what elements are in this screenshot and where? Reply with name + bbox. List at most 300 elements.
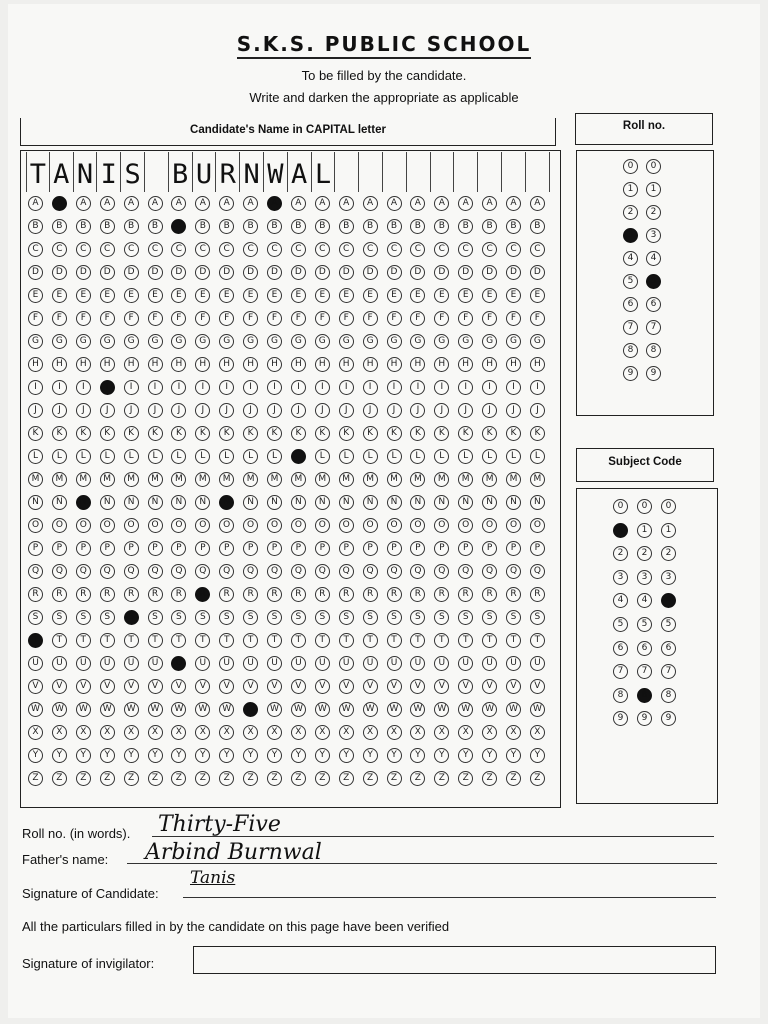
name-bubble-u[interactable]: U <box>387 656 402 671</box>
name-bubble-e[interactable]: E <box>530 288 545 303</box>
name-bubble-k[interactable]: K <box>171 426 186 441</box>
name-bubble-j[interactable]: J <box>434 403 449 418</box>
name-bubble-n[interactable]: N <box>28 495 43 510</box>
name-bubble-e[interactable]: E <box>315 288 330 303</box>
subject-bubble-3[interactable]: 3 <box>613 570 628 585</box>
name-bubble-u[interactable]: U <box>434 656 449 671</box>
name-bubble-y[interactable]: Y <box>458 748 473 763</box>
name-bubble-w[interactable]: W <box>506 702 521 717</box>
name-bubble-j[interactable]: J <box>363 403 378 418</box>
name-bubble-s[interactable]: S <box>148 610 163 625</box>
name-bubble-b[interactable]: B <box>28 219 43 234</box>
name-bubble-j[interactable]: J <box>387 403 402 418</box>
name-bubble-n[interactable]: N <box>387 495 402 510</box>
name-bubble-o[interactable]: O <box>195 518 210 533</box>
name-bubble-j[interactable]: J <box>195 403 210 418</box>
name-bubble-i[interactable]: I <box>267 380 282 395</box>
name-bubble-p[interactable]: P <box>530 541 545 556</box>
name-bubble-s[interactable]: S <box>100 610 115 625</box>
name-bubble-m[interactable]: M <box>76 472 91 487</box>
name-bubble-z[interactable]: Z <box>458 771 473 786</box>
name-bubble-f[interactable]: F <box>506 311 521 326</box>
roll-bubble-8[interactable]: 8 <box>623 343 638 358</box>
name-bubble-x[interactable]: X <box>76 725 91 740</box>
name-bubble-r[interactable]: R <box>291 587 306 602</box>
name-bubble-s[interactable]: S <box>124 610 139 625</box>
name-bubble-f[interactable]: F <box>434 311 449 326</box>
name-bubble-d[interactable]: D <box>148 265 163 280</box>
name-bubble-s[interactable]: S <box>387 610 402 625</box>
name-bubble-k[interactable]: K <box>482 426 497 441</box>
name-bubble-z[interactable]: Z <box>291 771 306 786</box>
subject-bubble-9[interactable]: 9 <box>661 711 676 726</box>
name-bubble-a[interactable]: A <box>458 196 473 211</box>
name-bubble-r[interactable]: R <box>363 587 378 602</box>
name-bubble-k[interactable]: K <box>219 426 234 441</box>
name-bubble-l[interactable]: L <box>434 449 449 464</box>
name-bubble-a[interactable]: A <box>195 196 210 211</box>
name-bubble-s[interactable]: S <box>267 610 282 625</box>
name-bubble-v[interactable]: V <box>52 679 67 694</box>
name-bubble-b[interactable]: B <box>148 219 163 234</box>
name-bubble-d[interactable]: D <box>100 265 115 280</box>
name-bubble-m[interactable]: M <box>291 472 306 487</box>
name-bubble-t[interactable]: T <box>410 633 425 648</box>
subject-bubble-8[interactable]: 8 <box>613 688 628 703</box>
roll-bubble-3[interactable]: 3 <box>623 228 638 243</box>
name-bubble-b[interactable]: B <box>195 219 210 234</box>
name-bubble-d[interactable]: D <box>315 265 330 280</box>
name-bubble-g[interactable]: G <box>387 334 402 349</box>
name-bubble-i[interactable]: I <box>195 380 210 395</box>
name-bubble-u[interactable]: U <box>363 656 378 671</box>
name-bubble-i[interactable]: I <box>76 380 91 395</box>
name-bubble-w[interactable]: W <box>482 702 497 717</box>
name-bubble-o[interactable]: O <box>267 518 282 533</box>
name-bubble-g[interactable]: G <box>195 334 210 349</box>
name-bubble-z[interactable]: Z <box>410 771 425 786</box>
roll-bubble-7[interactable]: 7 <box>646 320 661 335</box>
name-bubble-s[interactable]: S <box>315 610 330 625</box>
name-bubble-p[interactable]: P <box>267 541 282 556</box>
name-bubble-p[interactable]: P <box>339 541 354 556</box>
name-bubble-y[interactable]: Y <box>410 748 425 763</box>
name-bubble-j[interactable]: J <box>148 403 163 418</box>
name-bubble-t[interactable]: T <box>315 633 330 648</box>
name-bubble-h[interactable]: H <box>291 357 306 372</box>
name-bubble-q[interactable]: Q <box>315 564 330 579</box>
name-bubble-i[interactable]: I <box>171 380 186 395</box>
name-bubble-i[interactable]: I <box>52 380 67 395</box>
subject-bubble-7[interactable]: 7 <box>613 664 628 679</box>
name-bubble-a[interactable]: A <box>339 196 354 211</box>
name-bubble-n[interactable]: N <box>76 495 91 510</box>
name-letter-box[interactable]: S <box>121 152 145 192</box>
name-bubble-u[interactable]: U <box>243 656 258 671</box>
name-bubble-e[interactable]: E <box>243 288 258 303</box>
subject-bubble-3[interactable]: 3 <box>661 570 676 585</box>
name-bubble-b[interactable]: B <box>506 219 521 234</box>
subject-bubble-2[interactable]: 2 <box>613 546 628 561</box>
name-bubble-h[interactable]: H <box>76 357 91 372</box>
name-bubble-r[interactable]: R <box>171 587 186 602</box>
subject-bubble-6[interactable]: 6 <box>613 641 628 656</box>
subject-bubble-1[interactable]: 1 <box>613 523 628 538</box>
name-bubble-q[interactable]: Q <box>387 564 402 579</box>
name-bubble-c[interactable]: C <box>76 242 91 257</box>
name-bubble-r[interactable]: R <box>482 587 497 602</box>
name-bubble-c[interactable]: C <box>148 242 163 257</box>
name-bubble-f[interactable]: F <box>100 311 115 326</box>
name-bubble-v[interactable]: V <box>363 679 378 694</box>
name-bubble-j[interactable]: J <box>291 403 306 418</box>
name-bubble-l[interactable]: L <box>363 449 378 464</box>
name-bubble-d[interactable]: D <box>267 265 282 280</box>
name-bubble-b[interactable]: B <box>52 219 67 234</box>
name-bubble-v[interactable]: V <box>410 679 425 694</box>
name-bubble-f[interactable]: F <box>243 311 258 326</box>
name-bubble-y[interactable]: Y <box>267 748 282 763</box>
name-bubble-m[interactable]: M <box>28 472 43 487</box>
name-bubble-b[interactable]: B <box>482 219 497 234</box>
name-bubble-b[interactable]: B <box>219 219 234 234</box>
name-bubble-i[interactable]: I <box>458 380 473 395</box>
name-bubble-u[interactable]: U <box>195 656 210 671</box>
name-bubble-s[interactable]: S <box>243 610 258 625</box>
name-bubble-r[interactable]: R <box>76 587 91 602</box>
name-bubble-r[interactable]: R <box>219 587 234 602</box>
name-bubble-d[interactable]: D <box>124 265 139 280</box>
name-bubble-n[interactable]: N <box>219 495 234 510</box>
name-bubble-l[interactable]: L <box>243 449 258 464</box>
name-bubble-o[interactable]: O <box>387 518 402 533</box>
name-bubble-n[interactable]: N <box>506 495 521 510</box>
name-bubble-u[interactable]: U <box>410 656 425 671</box>
name-bubble-d[interactable]: D <box>76 265 91 280</box>
name-bubble-u[interactable]: U <box>124 656 139 671</box>
name-bubble-a[interactable]: A <box>410 196 425 211</box>
name-bubble-x[interactable]: X <box>530 725 545 740</box>
name-bubble-a[interactable]: A <box>530 196 545 211</box>
name-bubble-m[interactable]: M <box>363 472 378 487</box>
name-bubble-e[interactable]: E <box>28 288 43 303</box>
name-bubble-b[interactable]: B <box>76 219 91 234</box>
name-bubble-t[interactable]: T <box>76 633 91 648</box>
name-bubble-e[interactable]: E <box>434 288 449 303</box>
name-bubble-t[interactable]: T <box>100 633 115 648</box>
subject-bubble-0[interactable]: 0 <box>637 499 652 514</box>
name-bubble-e[interactable]: E <box>291 288 306 303</box>
name-bubble-o[interactable]: O <box>410 518 425 533</box>
roll-bubble-2[interactable]: 2 <box>623 205 638 220</box>
name-bubble-d[interactable]: D <box>243 265 258 280</box>
name-bubble-a[interactable]: A <box>76 196 91 211</box>
name-bubble-x[interactable]: X <box>434 725 449 740</box>
name-bubble-c[interactable]: C <box>458 242 473 257</box>
name-bubble-f[interactable]: F <box>458 311 473 326</box>
name-bubble-j[interactable]: J <box>458 403 473 418</box>
name-bubble-g[interactable]: G <box>530 334 545 349</box>
name-bubble-l[interactable]: L <box>28 449 43 464</box>
name-bubble-v[interactable]: V <box>76 679 91 694</box>
name-bubble-c[interactable]: C <box>339 242 354 257</box>
name-letter-box[interactable] <box>454 152 478 192</box>
name-bubble-a[interactable]: A <box>100 196 115 211</box>
roll-bubble-4[interactable]: 4 <box>646 251 661 266</box>
name-bubble-l[interactable]: L <box>530 449 545 464</box>
name-bubble-n[interactable]: N <box>410 495 425 510</box>
name-bubble-f[interactable]: F <box>339 311 354 326</box>
name-bubble-w[interactable]: W <box>434 702 449 717</box>
name-letter-box[interactable]: A <box>288 152 312 192</box>
name-bubble-h[interactable]: H <box>363 357 378 372</box>
name-bubble-i[interactable]: I <box>482 380 497 395</box>
name-bubble-k[interactable]: K <box>458 426 473 441</box>
name-bubble-y[interactable]: Y <box>243 748 258 763</box>
roll-bubble-1[interactable]: 1 <box>646 182 661 197</box>
roll-bubble-0[interactable]: 0 <box>646 159 661 174</box>
name-bubble-e[interactable]: E <box>339 288 354 303</box>
name-bubble-j[interactable]: J <box>410 403 425 418</box>
name-bubble-d[interactable]: D <box>482 265 497 280</box>
name-bubble-f[interactable]: F <box>124 311 139 326</box>
name-bubble-z[interactable]: Z <box>315 771 330 786</box>
name-bubble-e[interactable]: E <box>219 288 234 303</box>
name-letter-box[interactable] <box>478 152 502 192</box>
name-bubble-o[interactable]: O <box>458 518 473 533</box>
name-bubble-p[interactable]: P <box>315 541 330 556</box>
subject-bubble-9[interactable]: 9 <box>613 711 628 726</box>
name-bubble-g[interactable]: G <box>482 334 497 349</box>
name-bubble-r[interactable]: R <box>52 587 67 602</box>
name-bubble-c[interactable]: C <box>195 242 210 257</box>
name-bubble-v[interactable]: V <box>291 679 306 694</box>
name-bubble-p[interactable]: P <box>434 541 449 556</box>
name-bubble-e[interactable]: E <box>124 288 139 303</box>
name-bubble-q[interactable]: Q <box>195 564 210 579</box>
name-bubble-k[interactable]: K <box>124 426 139 441</box>
name-bubble-r[interactable]: R <box>458 587 473 602</box>
name-bubble-f[interactable]: F <box>482 311 497 326</box>
subject-bubble-7[interactable]: 7 <box>637 664 652 679</box>
name-bubble-h[interactable]: H <box>243 357 258 372</box>
name-bubble-k[interactable]: K <box>530 426 545 441</box>
name-bubble-j[interactable]: J <box>100 403 115 418</box>
name-bubble-l[interactable]: L <box>291 449 306 464</box>
name-bubble-x[interactable]: X <box>291 725 306 740</box>
name-bubble-o[interactable]: O <box>100 518 115 533</box>
name-bubble-o[interactable]: O <box>243 518 258 533</box>
name-bubble-y[interactable]: Y <box>219 748 234 763</box>
name-bubble-k[interactable]: K <box>195 426 210 441</box>
name-bubble-i[interactable]: I <box>506 380 521 395</box>
name-bubble-g[interactable]: G <box>124 334 139 349</box>
name-bubble-u[interactable]: U <box>76 656 91 671</box>
name-bubble-m[interactable]: M <box>195 472 210 487</box>
name-bubble-w[interactable]: W <box>243 702 258 717</box>
name-bubble-j[interactable]: J <box>315 403 330 418</box>
name-bubble-d[interactable]: D <box>410 265 425 280</box>
name-bubble-r[interactable]: R <box>434 587 449 602</box>
name-bubble-n[interactable]: N <box>482 495 497 510</box>
subject-bubble-8[interactable]: 8 <box>637 688 652 703</box>
name-bubble-x[interactable]: X <box>124 725 139 740</box>
name-bubble-y[interactable]: Y <box>76 748 91 763</box>
name-bubble-z[interactable]: Z <box>387 771 402 786</box>
name-bubble-y[interactable]: Y <box>530 748 545 763</box>
name-bubble-y[interactable]: Y <box>171 748 186 763</box>
name-bubble-s[interactable]: S <box>171 610 186 625</box>
name-bubble-l[interactable]: L <box>100 449 115 464</box>
name-bubble-c[interactable]: C <box>363 242 378 257</box>
name-bubble-v[interactable]: V <box>124 679 139 694</box>
subject-bubble-1[interactable]: 1 <box>661 523 676 538</box>
name-bubble-v[interactable]: V <box>339 679 354 694</box>
subject-bubble-0[interactable]: 0 <box>613 499 628 514</box>
name-bubble-w[interactable]: W <box>267 702 282 717</box>
name-bubble-k[interactable]: K <box>339 426 354 441</box>
name-bubble-u[interactable]: U <box>28 656 43 671</box>
name-bubble-k[interactable]: K <box>100 426 115 441</box>
name-bubble-q[interactable]: Q <box>363 564 378 579</box>
name-bubble-a[interactable]: A <box>219 196 234 211</box>
name-bubble-w[interactable]: W <box>458 702 473 717</box>
name-bubble-u[interactable]: U <box>506 656 521 671</box>
name-bubble-n[interactable]: N <box>124 495 139 510</box>
name-bubble-r[interactable]: R <box>339 587 354 602</box>
name-bubble-t[interactable]: T <box>243 633 258 648</box>
name-bubble-z[interactable]: Z <box>148 771 163 786</box>
name-bubble-m[interactable]: M <box>482 472 497 487</box>
name-bubble-m[interactable]: M <box>219 472 234 487</box>
name-bubble-h[interactable]: H <box>100 357 115 372</box>
name-bubble-w[interactable]: W <box>291 702 306 717</box>
name-bubble-l[interactable]: L <box>195 449 210 464</box>
name-bubble-n[interactable]: N <box>458 495 473 510</box>
name-bubble-t[interactable]: T <box>219 633 234 648</box>
name-bubble-m[interactable]: M <box>124 472 139 487</box>
name-bubble-z[interactable]: Z <box>100 771 115 786</box>
name-bubble-w[interactable]: W <box>530 702 545 717</box>
name-bubble-m[interactable]: M <box>410 472 425 487</box>
name-bubble-d[interactable]: D <box>291 265 306 280</box>
subject-bubble-4[interactable]: 4 <box>661 593 676 608</box>
name-bubble-w[interactable]: W <box>124 702 139 717</box>
name-bubble-x[interactable]: X <box>267 725 282 740</box>
name-bubble-p[interactable]: P <box>458 541 473 556</box>
name-bubble-q[interactable]: Q <box>100 564 115 579</box>
name-bubble-b[interactable]: B <box>100 219 115 234</box>
name-bubble-b[interactable]: B <box>458 219 473 234</box>
name-bubble-v[interactable]: V <box>530 679 545 694</box>
name-bubble-u[interactable]: U <box>530 656 545 671</box>
name-bubble-d[interactable]: D <box>434 265 449 280</box>
name-bubble-v[interactable]: V <box>171 679 186 694</box>
name-bubble-c[interactable]: C <box>171 242 186 257</box>
name-bubble-x[interactable]: X <box>243 725 258 740</box>
name-bubble-g[interactable]: G <box>339 334 354 349</box>
name-bubble-h[interactable]: H <box>52 357 67 372</box>
name-bubble-x[interactable]: X <box>52 725 67 740</box>
name-bubble-n[interactable]: N <box>339 495 354 510</box>
name-bubble-z[interactable]: Z <box>339 771 354 786</box>
name-bubble-z[interactable]: Z <box>434 771 449 786</box>
name-bubble-u[interactable]: U <box>291 656 306 671</box>
name-bubble-r[interactable]: R <box>100 587 115 602</box>
name-bubble-c[interactable]: C <box>267 242 282 257</box>
name-bubble-s[interactable]: S <box>52 610 67 625</box>
name-bubble-f[interactable]: F <box>387 311 402 326</box>
name-bubble-x[interactable]: X <box>363 725 378 740</box>
subject-bubble-4[interactable]: 4 <box>613 593 628 608</box>
name-bubble-z[interactable]: Z <box>506 771 521 786</box>
name-bubble-w[interactable]: W <box>387 702 402 717</box>
name-bubble-g[interactable]: G <box>363 334 378 349</box>
subject-bubble-2[interactable]: 2 <box>661 546 676 561</box>
name-bubble-n[interactable]: N <box>291 495 306 510</box>
name-bubble-e[interactable]: E <box>267 288 282 303</box>
name-letter-box[interactable]: T <box>26 152 50 192</box>
name-bubble-k[interactable]: K <box>363 426 378 441</box>
subject-bubble-4[interactable]: 4 <box>637 593 652 608</box>
name-bubble-l[interactable]: L <box>339 449 354 464</box>
name-bubble-d[interactable]: D <box>171 265 186 280</box>
subject-bubble-9[interactable]: 9 <box>637 711 652 726</box>
name-bubble-j[interactable]: J <box>243 403 258 418</box>
name-letter-box[interactable]: N <box>74 152 98 192</box>
name-bubble-o[interactable]: O <box>76 518 91 533</box>
name-bubble-n[interactable]: N <box>267 495 282 510</box>
name-bubble-i[interactable]: I <box>434 380 449 395</box>
name-bubble-o[interactable]: O <box>530 518 545 533</box>
name-bubble-v[interactable]: V <box>28 679 43 694</box>
subject-bubble-6[interactable]: 6 <box>661 641 676 656</box>
name-bubble-m[interactable]: M <box>171 472 186 487</box>
name-bubble-h[interactable]: H <box>387 357 402 372</box>
name-letter-box[interactable] <box>383 152 407 192</box>
name-bubble-b[interactable]: B <box>530 219 545 234</box>
name-bubble-p[interactable]: P <box>506 541 521 556</box>
name-bubble-p[interactable]: P <box>76 541 91 556</box>
name-bubble-n[interactable]: N <box>243 495 258 510</box>
name-bubble-v[interactable]: V <box>243 679 258 694</box>
name-bubble-b[interactable]: B <box>171 219 186 234</box>
name-bubble-o[interactable]: O <box>315 518 330 533</box>
name-bubble-c[interactable]: C <box>387 242 402 257</box>
name-bubble-e[interactable]: E <box>100 288 115 303</box>
name-bubble-r[interactable]: R <box>195 587 210 602</box>
name-bubble-n[interactable]: N <box>195 495 210 510</box>
name-bubble-j[interactable]: J <box>530 403 545 418</box>
subject-bubble-1[interactable]: 1 <box>637 523 652 538</box>
name-bubble-x[interactable]: X <box>100 725 115 740</box>
name-bubble-g[interactable]: G <box>315 334 330 349</box>
name-bubble-r[interactable]: R <box>267 587 282 602</box>
name-bubble-e[interactable]: E <box>458 288 473 303</box>
name-bubble-g[interactable]: G <box>434 334 449 349</box>
name-bubble-j[interactable]: J <box>171 403 186 418</box>
name-bubble-z[interactable]: Z <box>219 771 234 786</box>
name-bubble-o[interactable]: O <box>291 518 306 533</box>
name-bubble-j[interactable]: J <box>482 403 497 418</box>
name-letter-box[interactable] <box>407 152 431 192</box>
name-bubble-h[interactable]: H <box>315 357 330 372</box>
name-bubble-f[interactable]: F <box>291 311 306 326</box>
name-bubble-d[interactable]: D <box>52 265 67 280</box>
name-bubble-v[interactable]: V <box>434 679 449 694</box>
name-bubble-u[interactable]: U <box>339 656 354 671</box>
name-bubble-c[interactable]: C <box>291 242 306 257</box>
